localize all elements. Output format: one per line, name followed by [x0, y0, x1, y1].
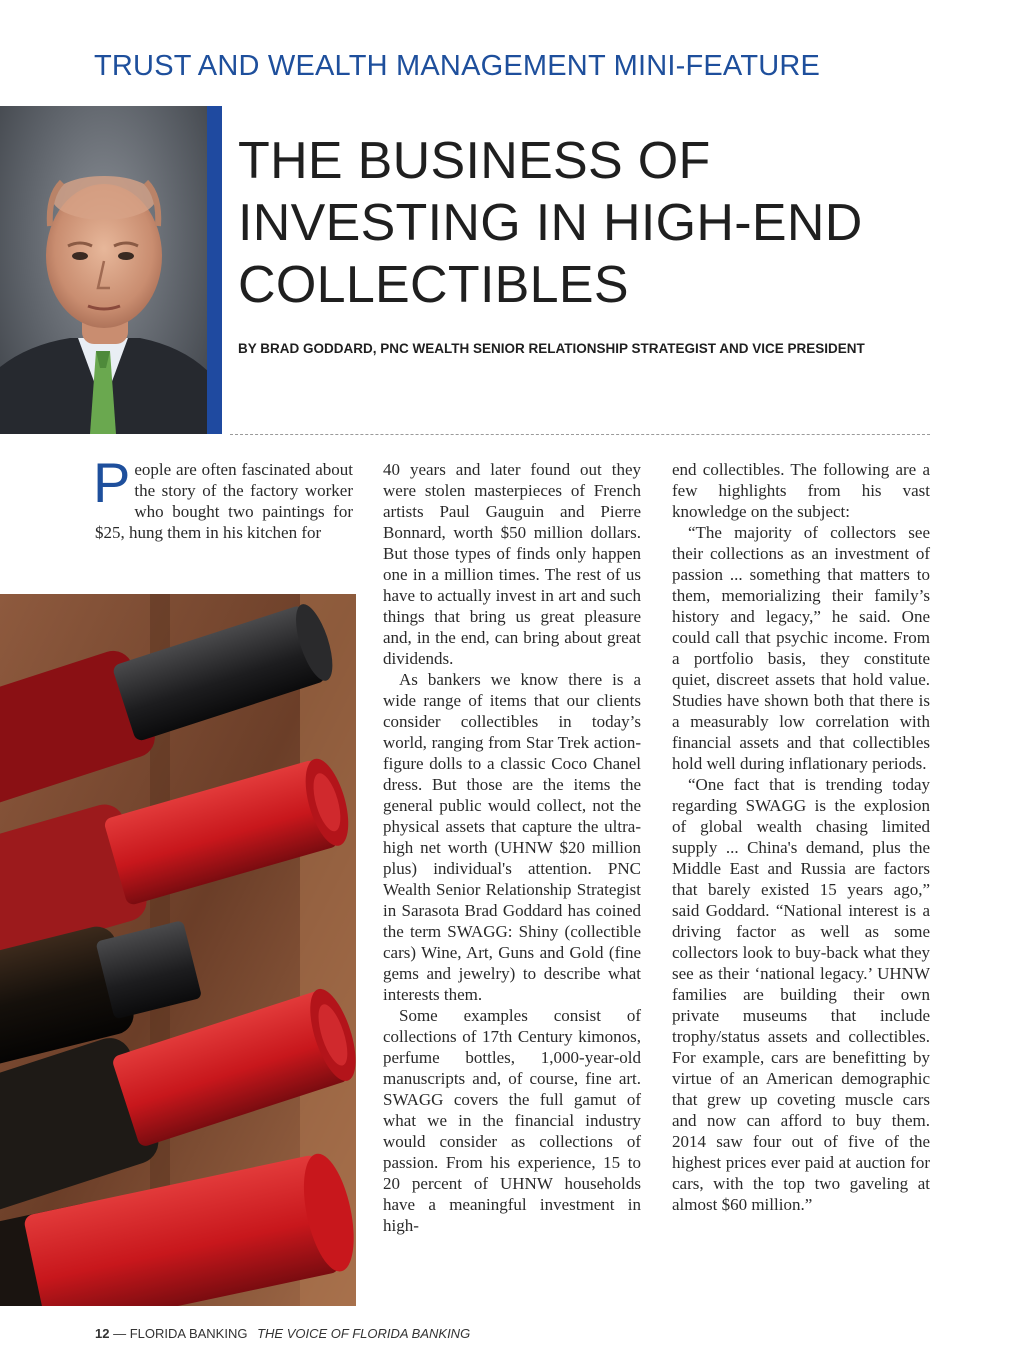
- paragraph: “One fact that is trending today regarding SWAGG is the explosion of global wealth chasing limited supply ... China's demand, plus the Middle East and Russia are factors that barely existed 15 years ago,” said Goddard. “National interest is a driving factor as well as some collectors look to buy-back what they see as their ‘national legacy.’ UHNW families are building their own private museums that include trophy/status assets and collectibles. For example, cars are benefitting by virtue of an American demographic that grew up coveting muscle cars and now can afford to buy them. 2014 saw four out of five of the highest prices ever paid at auction for cars, with the top two gaveling at almost $60 million.”: [672, 775, 930, 1214]
- title-line-2: INVESTING IN HIGH-END: [238, 194, 863, 252]
- article-column-2: [383, 459, 641, 1236]
- author-portrait: [0, 106, 207, 434]
- title-line-1: THE BUSINESS OF: [238, 132, 711, 190]
- article-title: [238, 130, 998, 316]
- page-number: 12: [95, 1326, 110, 1341]
- footer-separator: —: [113, 1326, 127, 1341]
- section-kicker: TRUST AND WEALTH MANAGEMENT MINI-FEATURE: [94, 50, 821, 82]
- paragraph: Some examples consist of collections of 17th Century kimonos, perfume bottles, 1,000-year-old manuscripts and, of course, fine art. SWAGG covers the full gamut of what we in the financial industry would consider as collections of passion. From his experience, 15 to 20 percent of UHNW households have a meaningful investment in high-: [383, 1006, 641, 1235]
- article-column-3: [672, 459, 930, 1215]
- publication-tagline: THE VOICE OF FLORIDA BANKING: [257, 1326, 471, 1341]
- dashed-divider: [230, 434, 930, 435]
- paragraph: 40 years and later found out they were stolen masterpieces of French artists Paul Gauguin and Pierre Bonnard, worth $50 million dollars. But those types of finds only happen one in a million times. The rest of us have to actually invest in art and such things that bring us great pleasure and, in the end, can bring about great dividends.: [383, 460, 641, 668]
- page-footer: [95, 1326, 470, 1341]
- paragraph: “The majority of collectors see their collections as an investment of passion ... something that matters to them, memorializing their family’s history and legacy,” he said. One could call that psychic income. From a portfolio basis, they constitute quiet, discreet assets that hold value. Studies have shown both that there is a measurably low correlation with financial assets and that collectibles hold well during inflationary periods.: [672, 523, 930, 773]
- byline: BY BRAD GODDARD, PNC WEALTH SENIOR RELATIONSHIP STRATEGIST AND VICE PRESIDENT: [238, 341, 865, 356]
- publication-name: FLORIDA BANKING: [129, 1326, 248, 1341]
- paragraph: As bankers we know there is a wide range of items that our clients consider collectibles in today’s world, ranging from Star Trek action-figure dolls to a classic Coco Chanel dress. But those are the items the general public would collect, not the physical assets that capture the ultra-high net worth (UHNW $20 million plus) individual's attention. PNC Wealth Senior Relationship Strategist in Sarasota Brad Goddard has coined the term SWAGG: Shiny (collectible cars) Wine, Art, Guns and Gold (fine gems and jewelry) to describe what interests them.: [383, 670, 641, 1004]
- title-line-3: COLLECTIBLES: [238, 256, 629, 314]
- paragraph: end collectibles. The following are a few highlights from his vast knowledge on the subject:: [672, 460, 930, 521]
- paragraph: eople are often fascinated about the story of the factory worker who bought two paintings for $25, hung them in his kitchen for: [95, 460, 353, 542]
- wine-bottles-photo: [0, 594, 356, 1306]
- drop-cap: P: [93, 451, 131, 514]
- article-column-1: [93, 451, 353, 543]
- accent-bar: [207, 106, 222, 434]
